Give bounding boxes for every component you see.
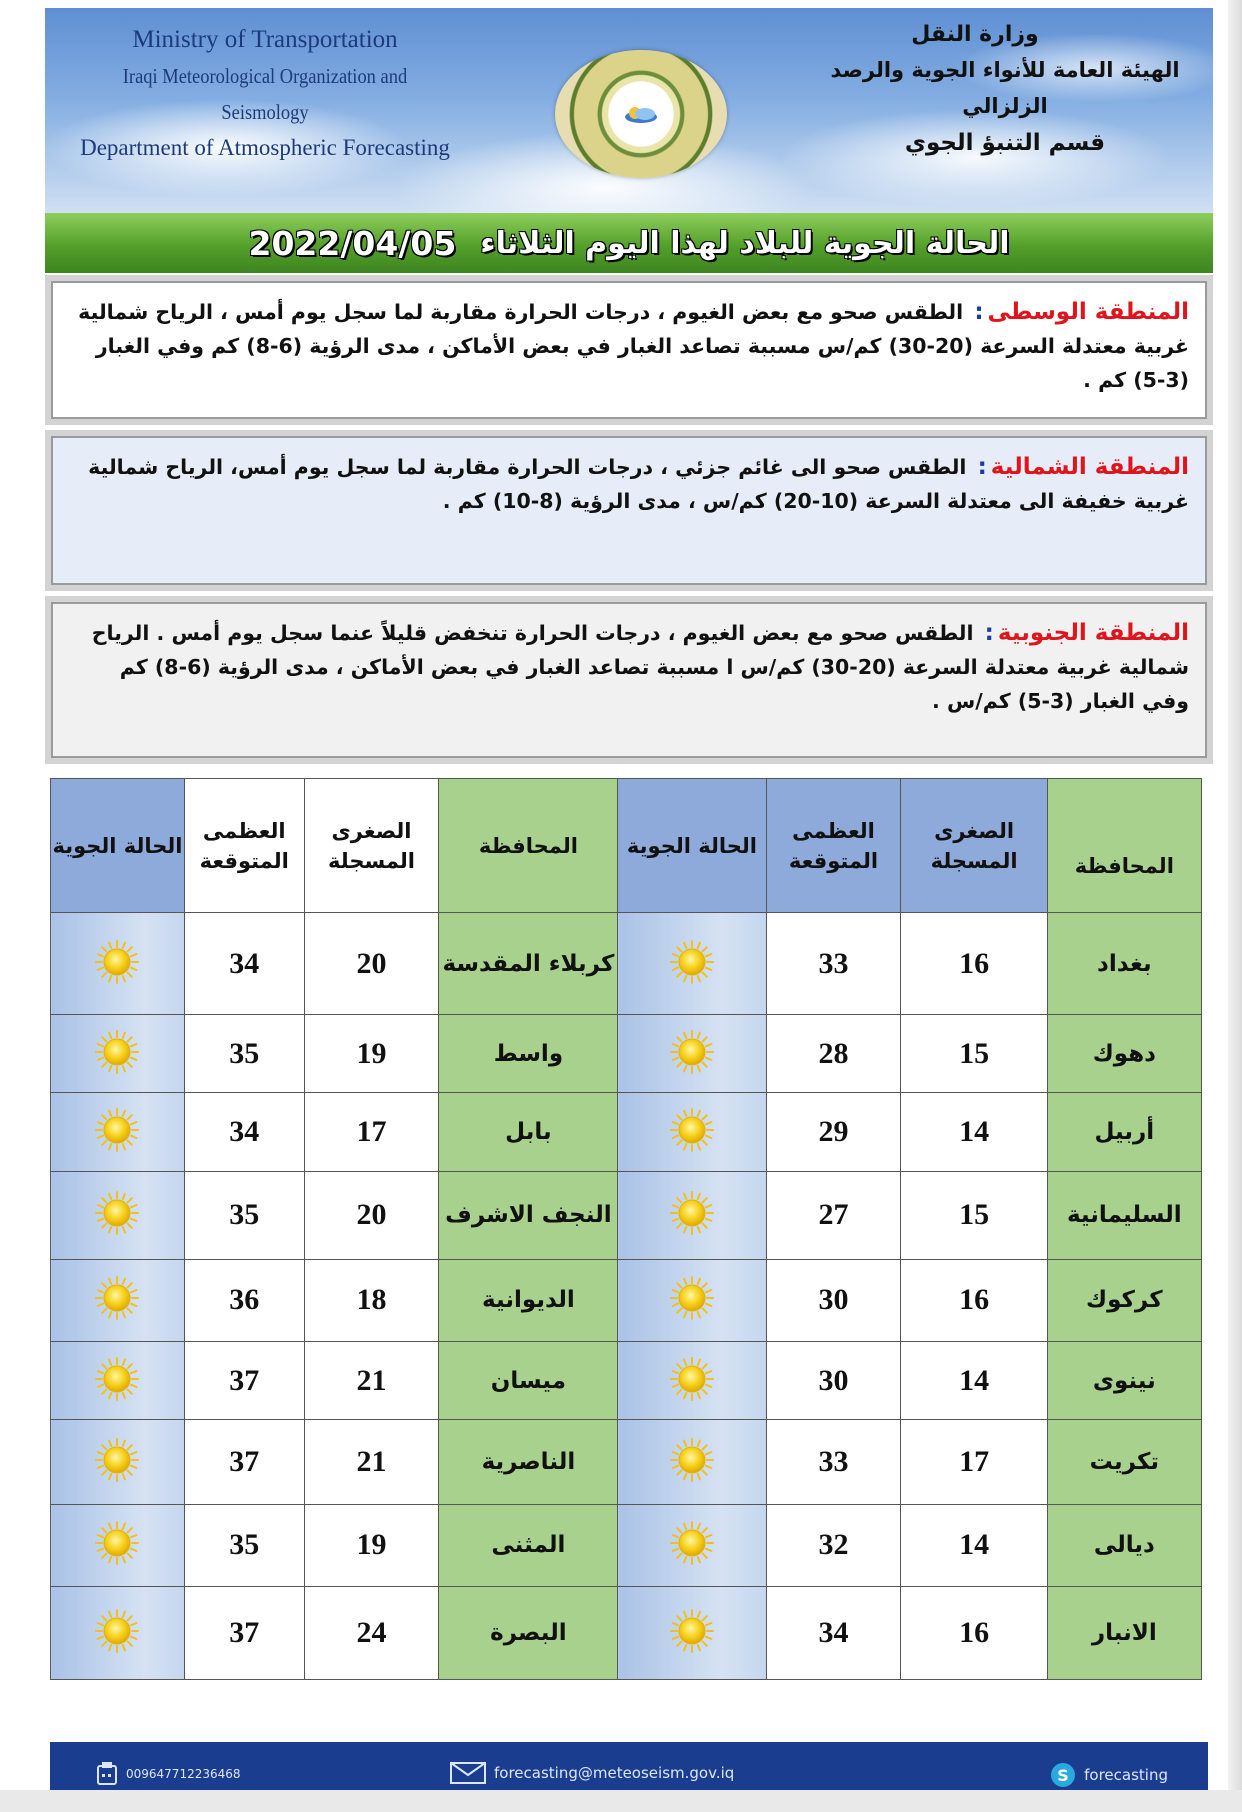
header-max: العظمى المتوقعة [184,779,304,913]
max-temp-cell: 36 [184,1259,304,1341]
footer-bar [50,1742,1208,1790]
department-name-en: Department of Atmospheric Forecasting [80,135,450,160]
min-temp-cell: 17 [901,1420,1047,1504]
region-name: المنطقة الجنوبية [997,620,1189,646]
sun-icon [669,1437,715,1483]
header-english [65,22,465,166]
region-north [45,430,1213,591]
table-header-row [51,779,1202,913]
condition-cell [51,1342,185,1420]
sun-icon [94,1107,140,1153]
governorate-cell: تكريت [1047,1420,1201,1504]
sun-icon [94,1608,140,1654]
region-south [45,596,1213,764]
svg-text:S: S [1057,1766,1069,1785]
governorate-cell: البصرة [439,1586,618,1679]
governorate-cell: كربلاء المقدسة [439,913,618,1015]
condition-cell [618,1015,766,1093]
min-temp-cell: 19 [304,1015,439,1093]
sun-icon [669,1275,715,1321]
table-row [51,1342,1202,1420]
forecast-date: 2022/04/05 [248,223,457,263]
condition-cell [618,1093,766,1171]
region-text: الطقس صحو الى غائم جزئي ، درجات الحرارة مقاربة لما سجل يوم أمس، الرياح شمالية غربية خفيفة الى معتدلة السرعة (10-20) كم/س ، مدى الرؤية (8-10) كم . [88,455,1189,513]
organization-name-en: Iraqi Meteorological Organization and Seismology [122,64,408,124]
condition-cell [618,1259,766,1341]
max-temp-cell: 34 [184,1093,304,1171]
max-temp-cell: 35 [184,1015,304,1093]
condition-cell [618,1586,766,1679]
title-bar [45,213,1213,273]
sun-icon [94,1437,140,1483]
condition-cell [618,1504,766,1586]
condition-cell [51,1093,185,1171]
governorate-cell: الناصرية [439,1420,618,1504]
min-temp-cell: 14 [901,1342,1047,1420]
table-row [51,1171,1202,1259]
governorate-cell: واسط [439,1015,618,1093]
min-temp-cell: 21 [304,1342,439,1420]
region-central-box [51,281,1207,419]
max-temp-cell: 30 [766,1342,901,1420]
region-south-box [51,602,1207,758]
region-name: المنطقة الوسطى [987,299,1189,325]
condition-cell [51,913,185,1015]
logo-cloud-icon [621,103,661,125]
ministry-name-ar: وزارة النقل [911,22,1039,47]
max-temp-cell: 28 [766,1015,901,1093]
condition-cell [618,1420,766,1504]
table-row [51,1504,1202,1586]
max-temp-cell: 33 [766,1420,901,1504]
table-row [51,1259,1202,1341]
skype-icon [1050,1762,1076,1788]
sun-icon [669,1190,715,1236]
min-temp-cell: 16 [901,913,1047,1015]
table-row [51,1586,1202,1679]
max-temp-cell: 34 [766,1586,901,1679]
max-temp-cell: 34 [184,913,304,1015]
max-temp-cell: 35 [184,1171,304,1259]
sun-icon [669,1107,715,1153]
max-temp-cell: 33 [766,913,901,1015]
governorate-cell: الانبار [1047,1586,1201,1679]
region-central [45,275,1213,425]
email-icon [450,1762,486,1784]
max-temp-cell: 35 [184,1504,304,1586]
header-governorate: المحافظة [1047,779,1201,913]
organization-logo [555,50,727,178]
governorate-cell: المثنى [439,1504,618,1586]
table-row [51,913,1202,1015]
min-temp-cell: 17 [304,1093,439,1171]
sun-icon [94,1029,140,1075]
governorate-cell: بابل [439,1093,618,1171]
footer-email[interactable] [450,1762,734,1784]
page-title: الحالة الجوية للبلاد لهذا اليوم الثلاثاء [480,225,1010,261]
governorate-cell: ديالى [1047,1504,1201,1586]
min-temp-cell: 24 [304,1586,439,1679]
governorate-cell: كركوك [1047,1259,1201,1341]
min-temp-cell: 15 [901,1171,1047,1259]
min-temp-cell: 21 [304,1420,439,1504]
sun-icon [669,1356,715,1402]
max-temp-cell: 29 [766,1093,901,1171]
region-colon: : [977,454,987,480]
region-colon: : [974,299,984,325]
table-row [51,1093,1202,1171]
governorate-cell: السليمانية [1047,1171,1201,1259]
max-temp-cell: 37 [184,1342,304,1420]
table-row [51,1015,1202,1093]
min-temp-cell: 20 [304,913,439,1015]
region-text: الطقس صحو مع بعض الغيوم ، درجات الحرارة مقاربة لما سجل يوم أمس ، الرياح شمالية غربية معتدلة السرعة (20-30) كم/س مسببة تصاعد الغبار في بعض الأماكن ، مدى الرؤية (6-8) كم وفي الغبار (3-5) كم . [78,300,1189,392]
header-banner [45,8,1213,213]
phone-number: 009647712236468 [126,1767,241,1781]
header-condition: الحالة الجوية [51,779,185,913]
sun-icon [94,1190,140,1236]
condition-cell [51,1504,185,1586]
organization-name-ar: الهيئة العامة للأنواء الجوية والرصد الزلزالي [830,58,1180,118]
governorate-cell: بغداد [1047,913,1201,1015]
sun-icon [94,939,140,985]
header-min: الصغرى المسجلة [901,779,1047,913]
max-temp-cell: 32 [766,1504,901,1586]
governorate-cell: النجف الاشرف [439,1171,618,1259]
governorate-cell: نينوى [1047,1342,1201,1420]
header-max: العظمى المتوقعة [766,779,901,913]
condition-cell [51,1015,185,1093]
governorate-cell: أربيل [1047,1093,1201,1171]
footer-phone [96,1762,241,1786]
sun-icon [94,1275,140,1321]
min-temp-cell: 19 [304,1504,439,1586]
governorate-cell: ميسان [439,1342,618,1420]
region-name: المنطقة الشمالية [990,454,1189,480]
phone-icon [96,1762,118,1786]
condition-cell [618,913,766,1015]
header-condition: الحالة الجوية [618,779,766,913]
header-arabic [815,18,1195,162]
min-temp-cell: 16 [901,1259,1047,1341]
sun-icon [669,1029,715,1075]
min-temp-cell: 16 [901,1586,1047,1679]
condition-cell [51,1259,185,1341]
condition-cell [618,1171,766,1259]
skype-name[interactable]: forecasting [1084,1766,1168,1784]
governorate-cell: الديوانية [439,1259,618,1341]
ministry-name-en: Ministry of Transportation [132,26,398,53]
max-temp-cell: 27 [766,1171,901,1259]
sun-icon [669,1608,715,1654]
table-row [51,1420,1202,1504]
region-text: الطقس صحو مع بعض الغيوم ، درجات الحرارة تنخفض قليلاً عنما سجل يوم أمس . الرياح شمالية غربية معتدلة السرعة (20-30) كم/س ا مسببة تصاعد الغبار في بعض الأماكن ، مدى الرؤية (6-8) كم وفي الغبار (3-5) كم/س . [91,621,1189,713]
governorate-cell: دهوك [1047,1015,1201,1093]
min-temp-cell: 15 [901,1015,1047,1093]
condition-cell [618,1342,766,1420]
min-temp-cell: 18 [304,1259,439,1341]
sun-icon [94,1520,140,1566]
page-edge-shadow [1228,0,1242,1812]
max-temp-cell: 30 [766,1259,901,1341]
department-name-ar: قسم التنبؤ الجوي [904,130,1106,156]
email-address[interactable]: forecasting@meteoseism.gov.iq [494,1764,735,1782]
condition-cell [51,1586,185,1679]
max-temp-cell: 37 [184,1586,304,1679]
sun-icon [669,939,715,985]
max-temp-cell: 37 [184,1420,304,1504]
min-temp-cell: 14 [901,1093,1047,1171]
header-governorate: المحافظة [439,779,618,913]
sun-icon [94,1356,140,1402]
region-colon: : [984,620,994,646]
footer-skype[interactable] [1050,1762,1168,1788]
condition-cell [51,1420,185,1504]
sun-icon [669,1520,715,1566]
weather-table [50,778,1202,1680]
condition-cell [51,1171,185,1259]
region-north-box [51,436,1207,585]
min-temp-cell: 14 [901,1504,1047,1586]
min-temp-cell: 20 [304,1171,439,1259]
header-min: الصغرى المسجلة [304,779,439,913]
page-bottom-shadow [0,1790,1242,1812]
